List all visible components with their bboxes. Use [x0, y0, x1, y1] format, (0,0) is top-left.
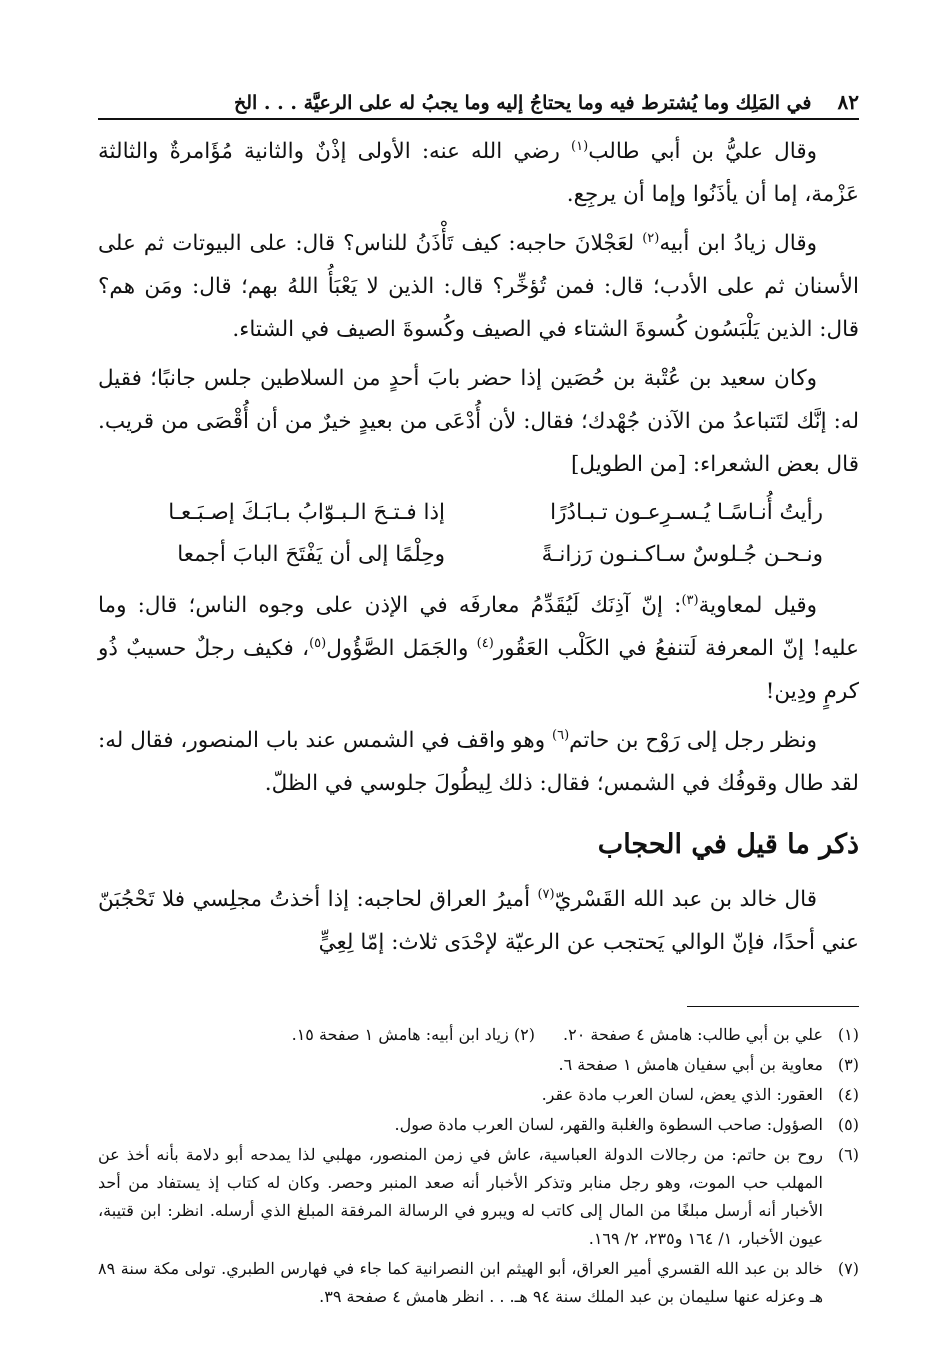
footnote-ref-4[interactable]: (٤): [476, 635, 494, 651]
footnote-text: الصؤول: صاحب السطوة والغلبة والقهر، لسان العرب مادة صول.: [394, 1115, 823, 1134]
footnote-ref-2[interactable]: (٢): [642, 230, 660, 246]
footnote-item: [98, 1111, 859, 1139]
footnote-ref-1[interactable]: (١): [571, 138, 589, 154]
running-header: [98, 78, 859, 120]
footnote-number: (١): [837, 1025, 859, 1044]
poem-verse: [148, 492, 823, 534]
header-title: في المَلِك وما يُشترط فيه وما يحتاجُ إليه وما يجبُ له على الرعيَّة . . . الخ: [233, 92, 812, 114]
footnote-item: [98, 1255, 859, 1311]
footnote-number: (٣): [837, 1055, 859, 1074]
footnote-item: [98, 1051, 859, 1079]
verse-2-first-hemistich: ونـحـن جُـلوسٌ سـاكـنـون رَزانـةً: [541, 542, 823, 567]
footnote-number: (٦): [837, 1145, 859, 1164]
footnote-divider: [687, 1006, 859, 1007]
paragraph-ali: وقال عليُّ بن أبي طالب$^{(١)}$ رضي الله عنه: الأولى إذْنٌ والثانية مُؤَامرةٌ والثالثة عَزْمة، إما أن يأذَنُوا وإما أن يرجِع.: [98, 138, 859, 207]
verse-1-second-hemistich: إذا فـتـحَ الـبـوّابُ بـابَـكَ إصـبَـعـا: [168, 500, 445, 525]
footnote-item: [98, 1021, 859, 1049]
paragraph-said: وكان سعيد بن عُتْبة بن حُصَين إذا حضر بابَ أحدٍ من السلاطين جلس جانبًا؛ فقيل له: إنَّك لتَتباعدُ من الآذن جُهْدك؛ فقال: لأن أُدْعَى من بعيدٍ خيرٌ من أن أُقْصَى من قريب. قال بعض الشعراء: [من الطويل]: [98, 366, 859, 477]
paragraph-ziyad: وقال زيادُ ابن أبيه$^{(٢)}$ لعَجْلانَ حاجبه: كيف تَأْذَنُ للناس؟ قال: على البيوتات ثم على الأسنان ثم على الأدب؛ قال: فمن تُؤخِّر؟ قال: الذين لا يَعْبَأُ اللهُ بهم؛ قال: ومَن هم؟ قال: الذين يَلْبَسُون كُسوةَ الشتاء في الصيف وكُسوةَ الصيف في الشتاء.: [98, 230, 859, 342]
footnotes: [98, 1021, 859, 1311]
footnote-text: معاوية بن أبي سفيان هامش ١ صفحة ٦.: [558, 1055, 823, 1074]
paragraph-khalid: قال خالد بن عبد الله القَسْريّ$^{(٧)}$ أميرُ العراق لحاجبه: إذا أخذتُ مجلِسي فلا تَحْجُبَنّ عني أحدًا، فإنّ الوالي يَحتجب عن الرعيّة لإحْدَى ثلاث: إمّا لِعِيٍّ: [98, 886, 859, 955]
poem: [98, 492, 859, 576]
book-page: [98, 78, 859, 1313]
paragraph-muawiya: وقيل لمعاوية$^{(٣)}$: إنّ آذِنَك لَيُقَدِّمُ معارفَه في الإذن على وجوه الناس؛ قال: وما عليه! إنّ المعرفة لَتنفعُ في الكَلْب العَقُور$^{(٤)}$ والجَمَل الصَّؤُول$^{(٥)}$، فكيف رجلٌ حسيبٌ ذُو كرمٍ ودِين!: [98, 592, 859, 704]
footnote-item: [98, 1081, 859, 1109]
poem-verse: [148, 534, 823, 576]
main-text: [98, 130, 859, 964]
footnote-text: علي بن أبي طالب: هامش ٤ صفحة ٢٠.: [563, 1025, 823, 1044]
footnote-ref-6[interactable]: (٦): [552, 727, 570, 743]
footnote-number: (٢): [513, 1025, 536, 1044]
footnote-ref-3[interactable]: (٣): [681, 592, 699, 608]
paragraph-rawh: ونظر رجل إلى رَوْح بن حاتم$^{(٦)}$ وهو واقف في الشمس عند باب المنصور، فقال له: لقد طال وقوفُك في الشمس؛ فقال: ذلك لِيطُولَ جلوسي في الظلّ.: [98, 727, 859, 796]
verse-1-first-hemistich: رأيتُ أُنـاسًـا يُـسـرِعـون تـبـادُرًا: [550, 500, 823, 525]
footnote-text: العقور: الذي يعض، لسان العرب مادة عقر.: [541, 1085, 823, 1104]
footnote-number: (٥): [837, 1115, 859, 1134]
footnote-number: (٤): [837, 1085, 859, 1104]
footnote-number: (٧): [837, 1259, 859, 1278]
footnote-text: خالد بن عبد الله القسري أمير العراق، أبو الهيثم ابن النصرانية كما جاء في فهارس الطبري. تولى مكة سنة ٨٩ هـ وعزله عنها سليمان بن عبد الملك سنة ٩٤ هـ. . . انظر هامش ٤ صفحة ٣٩.: [98, 1259, 823, 1306]
footnote-text: زياد ابن أبيه: هامش ١ صفحة ١٥.: [291, 1025, 509, 1044]
footnote-ref-7[interactable]: (٧): [537, 886, 555, 902]
section-title: ذكر ما قيل في الحجاب: [597, 829, 859, 860]
footnote-text: روح بن حاتم: من رجالات الدولة العباسية، عاش في زمن المنصور، مهلبي لذا يمدحه أبو دلامة بأنه أخذ عن المهلب حب الموت، وهو رجل منابر وتذكر الأخبار أنه صعد المنبر وحصر. وكان له كتاب إذ يستفاد من أحد الأخبار أنه أرسل مبلغًا من المال إلى كاتب له ويبرو في الرسالة المرفقة المبلغ الذي أرسله. انظر: ابن قتيبة، عيون الأخبار، ١/ ١٦٤ و٢٣٥، ٢/ ١٦٩.: [98, 1145, 824, 1248]
footnote-item: [98, 1141, 859, 1253]
page-number: ٨٢: [837, 90, 859, 114]
footnote-ref-5[interactable]: (٥): [309, 635, 327, 651]
verse-2-second-hemistich: وحِلْمًا إلى أن يَفْتَحَ البابَ أجمعا: [177, 542, 445, 567]
